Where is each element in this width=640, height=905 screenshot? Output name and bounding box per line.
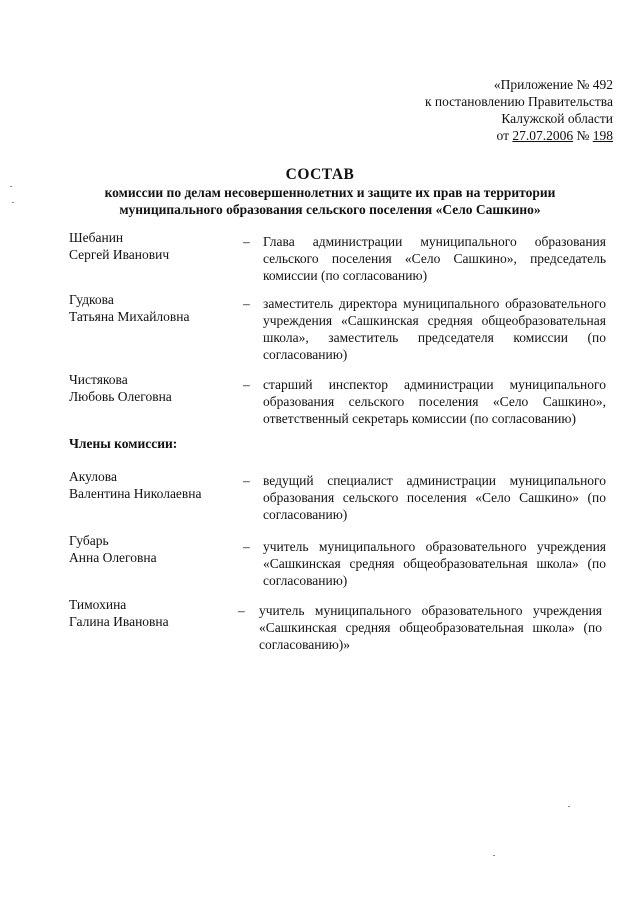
dash-separator: –: [243, 234, 250, 249]
person-name: [69, 229, 244, 263]
decree-date: 27.07.2006: [512, 128, 574, 143]
dash-separator: –: [243, 377, 250, 392]
person-surname: Губарь: [69, 533, 109, 548]
number-sign: №: [573, 128, 593, 143]
appendix-line-3: Калужской области: [501, 111, 613, 126]
dash-separator: –: [238, 603, 245, 618]
person-given-name: Любовь Олеговна: [69, 389, 172, 404]
dash-separator: –: [243, 473, 250, 488]
person-given-name: Татьяна Михайловна: [69, 309, 190, 324]
members-heading: Члены комиссии:: [69, 436, 178, 451]
person-name: [69, 468, 244, 502]
person-role: ведущий специалист администрации муниципального образования сельского поселения «Село Сашкино» (по согласованию): [263, 473, 606, 522]
person-role: учитель муниципального образовательного учреждения «Сашкинская средняя общеобразовательная школа» (по согласованию)»: [259, 603, 602, 652]
person-name: [69, 596, 244, 630]
appendix-header: [425, 76, 613, 144]
dash-separator: –: [243, 296, 250, 311]
person-given-name: Сергей Иванович: [69, 247, 170, 262]
scan-speck: [10, 186, 12, 187]
person-surname: Гудкова: [69, 292, 114, 307]
person-name: [69, 291, 244, 325]
person-role: старший инспектор администрации муниципального образования сельского поселения «Село Сашкино», ответственный секретарь комиссии (по согласованию): [263, 377, 606, 426]
scan-speck: [568, 806, 570, 807]
person-surname: Тимохина: [69, 597, 127, 612]
person-role: заместитель директора муниципального образовательного учреждения «Сашкинская средняя общеобразовательная школа», заместитель председателя комиссии (по согласованию): [263, 296, 606, 362]
person-role: Глава администрации муниципального образования сельского поселения «Село Сашкино», председатель комиссии (по согласованию): [263, 234, 606, 283]
scan-speck: [12, 202, 14, 203]
appendix-line-1: «Приложение № 492: [493, 77, 613, 92]
appendix-line-4: [425, 127, 613, 144]
date-prefix: от: [496, 128, 513, 143]
appendix-line-2: к постановлению Правительства: [424, 94, 613, 109]
document-title: СОСТАВ: [285, 166, 355, 183]
person-surname: Чистякова: [69, 372, 128, 387]
dash-separator: –: [243, 539, 250, 554]
person-given-name: Галина Ивановна: [69, 614, 169, 629]
person-surname: Акулова: [69, 469, 117, 484]
person-name: [69, 532, 244, 566]
document-subtitle: комиссии по делам несовершеннолетних и защите их прав на территории муниципального образования сельского поселения «Село Сашкино»: [104, 185, 556, 217]
person-role: учитель муниципального образовательного учреждения «Сашкинская средняя общеобразовательная школа» (по согласованию): [263, 539, 606, 588]
person-surname: Шебанин: [69, 230, 124, 245]
person-name: [69, 371, 244, 405]
person-given-name: Анна Олеговна: [69, 550, 157, 565]
decree-number: 198: [592, 128, 613, 143]
scan-speck: [493, 855, 495, 856]
person-given-name: Валентина Николаевна: [69, 486, 202, 501]
